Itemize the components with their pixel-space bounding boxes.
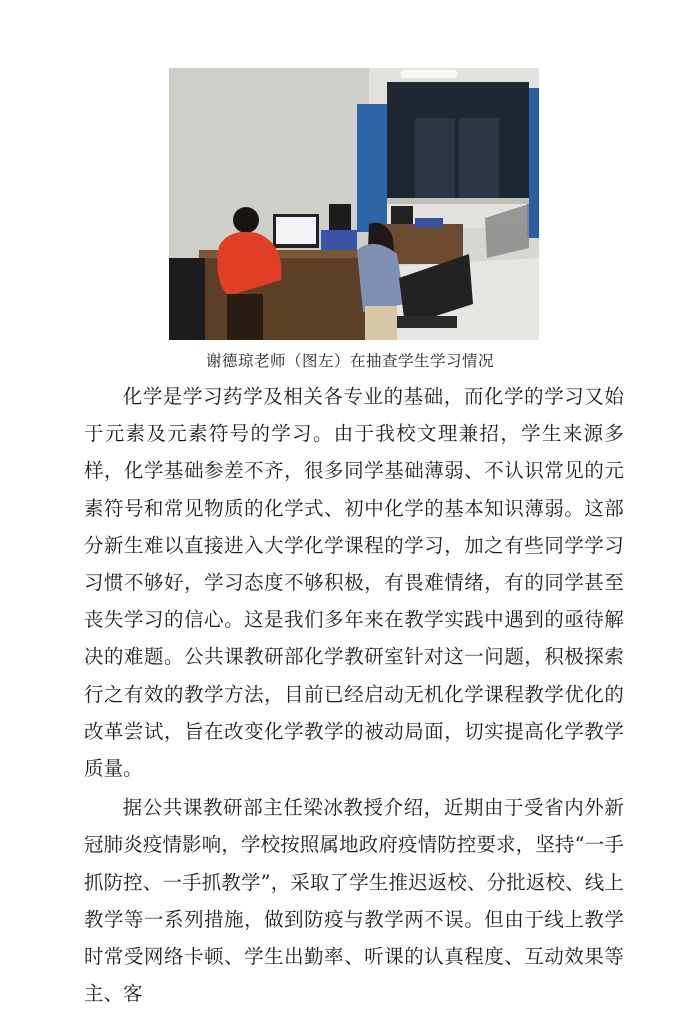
article-body xyxy=(84,378,624,1012)
classroom-photo-illustration xyxy=(169,68,539,340)
classroom-photo xyxy=(169,68,539,340)
paragraph: 化学是学习药学及相关各专业的基础，而化学的学习又始于元素及元素符号的学习。由于我校文理兼招，学生来源多样，化学基础参差不齐，很多同学基础薄弱、不认识常见的元素符号和常见物质的化学式、初中化学的基本知识薄弱。这部分新生难以直接进入大学化学课程的学习，加之有些同学学习习惯不够好，学习态度不够积极，有畏难情绪，有的同学甚至丧失学习的信心。这是我们多年来在教学实践中遇到的亟待解决的难题。公共课教研部化学教研室针对这一问题，积极探索行之有效的教学方法，目前已经启动无机化学课程教学优化的改革尝试，旨在改变化学教学的被动局面，切实提高化学教学质量。 xyxy=(84,385,624,781)
paragraph: 据公共课教研部主任梁冰教授介绍，近期由于受省内外新冠肺炎疫情影响，学校按照属地政府疫情防控要求，坚持“一手抓防控、一手抓教学”，采取了学生推迟返校、分批返校、线上教学等一系列措施，做到防疫与教学两不误。但由于线上教学时常受网络卡顿、学生出勤率、听课的认真程度、互动效果等主、客 xyxy=(84,796,624,1006)
photo-caption: 谢德琼老师（图左）在抽查学生学习情况 xyxy=(205,352,494,370)
